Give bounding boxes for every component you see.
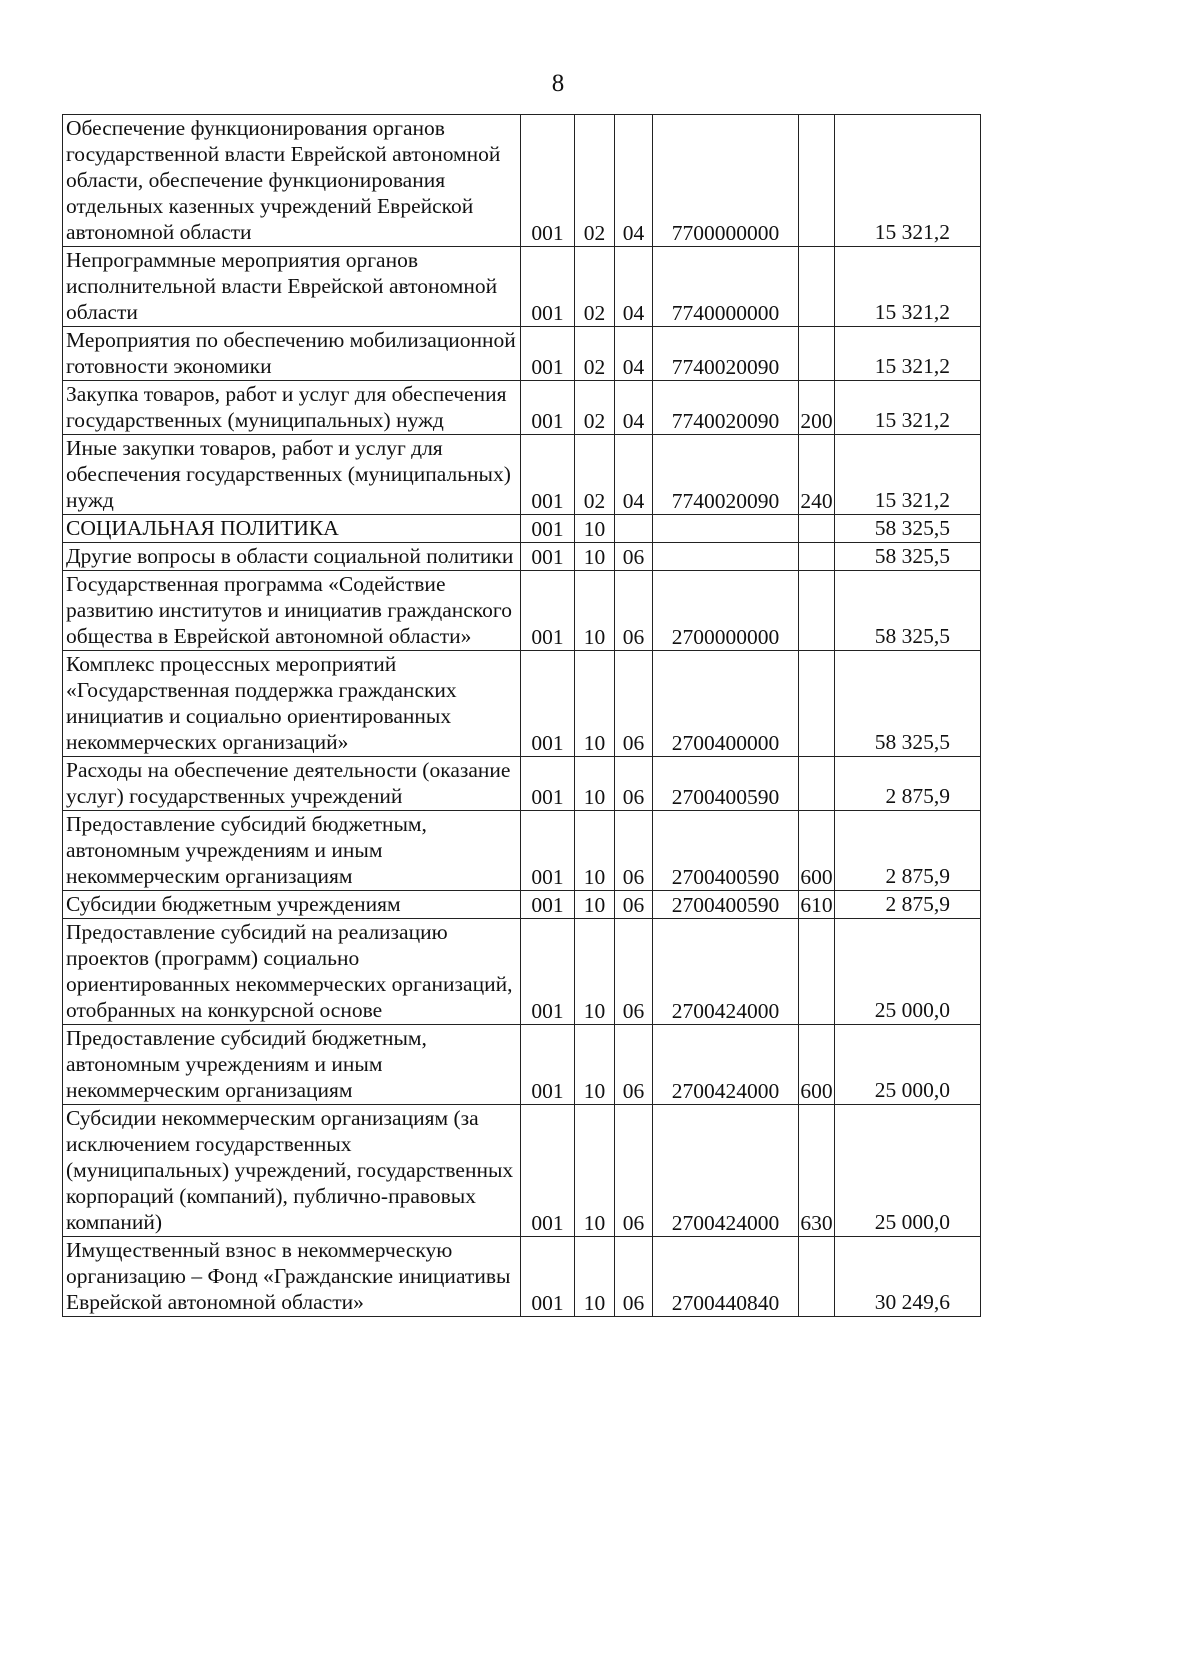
section-code-cell: 10	[575, 571, 615, 651]
amount-cell: 2 875,9	[835, 757, 981, 811]
amount-cell: 30 249,6	[835, 1237, 981, 1317]
expense-type-cell	[799, 543, 835, 571]
section-code-cell: 02	[575, 247, 615, 327]
amount-cell: 58 325,5	[835, 571, 981, 651]
section-code-cell: 10	[575, 1105, 615, 1237]
subsection-code-cell: 06	[615, 811, 653, 891]
table-row	[63, 247, 981, 327]
subsection-code-cell: 06	[615, 543, 653, 571]
admin-code-cell: 001	[521, 115, 575, 247]
amount-cell: 15 321,2	[835, 435, 981, 515]
target-code-cell: 2700400590	[653, 811, 799, 891]
target-code-cell: 7740020090	[653, 381, 799, 435]
budget-table	[62, 114, 981, 1317]
row-name-cell: Субсидии некоммерческим организациям (за исключением государственных (муниципальных) учреждений, государственных корпораций (компаний), публично-правовых компаний)	[63, 1105, 521, 1237]
expense-type-cell: 240	[799, 435, 835, 515]
page-number: 8	[551, 70, 565, 97]
table-row	[63, 327, 981, 381]
subsection-code-cell: 04	[615, 247, 653, 327]
expense-type-cell	[799, 919, 835, 1025]
section-code-cell: 10	[575, 515, 615, 543]
target-code-cell: 7740020090	[653, 435, 799, 515]
admin-code-cell: 001	[521, 1105, 575, 1237]
target-code-cell	[653, 515, 799, 543]
expense-type-cell	[799, 1237, 835, 1317]
subsection-code-cell: 04	[615, 435, 653, 515]
expense-type-cell	[799, 115, 835, 247]
table-row	[63, 381, 981, 435]
expense-type-cell	[799, 247, 835, 327]
admin-code-cell: 001	[521, 381, 575, 435]
section-code-cell: 10	[575, 1025, 615, 1105]
admin-code-cell: 001	[521, 571, 575, 651]
amount-cell: 15 321,2	[835, 381, 981, 435]
table-row	[63, 651, 981, 757]
amount-cell: 25 000,0	[835, 1105, 981, 1237]
subsection-code-cell: 06	[615, 919, 653, 1025]
expense-type-cell: 200	[799, 381, 835, 435]
row-name-cell: Субсидии бюджетным учреждениям	[63, 891, 521, 919]
expense-type-cell: 600	[799, 1025, 835, 1105]
table-row	[63, 919, 981, 1025]
table-row	[63, 571, 981, 651]
amount-cell: 2 875,9	[835, 811, 981, 891]
subsection-code-cell: 06	[615, 1105, 653, 1237]
expense-type-cell	[799, 327, 835, 381]
row-name-cell: Расходы на обеспечение деятельности (оказание услуг) государственных учреждений	[63, 757, 521, 811]
section-code-cell: 10	[575, 543, 615, 571]
amount-cell: 15 321,2	[835, 115, 981, 247]
admin-code-cell: 001	[521, 543, 575, 571]
target-code-cell: 7740000000	[653, 247, 799, 327]
admin-code-cell: 001	[521, 891, 575, 919]
admin-code-cell: 001	[521, 247, 575, 327]
target-code-cell: 2700400590	[653, 891, 799, 919]
section-code-cell: 02	[575, 115, 615, 247]
admin-code-cell: 001	[521, 327, 575, 381]
row-name-cell: Комплекс процессных мероприятий «Государственная поддержка гражданских инициатив и социально ориентированных некоммерческих организаций»	[63, 651, 521, 757]
expense-type-cell: 600	[799, 811, 835, 891]
table-row	[63, 1025, 981, 1105]
admin-code-cell: 001	[521, 1025, 575, 1105]
admin-code-cell: 001	[521, 515, 575, 543]
subsection-code-cell: 04	[615, 381, 653, 435]
target-code-cell: 2700424000	[653, 919, 799, 1025]
expense-type-cell	[799, 571, 835, 651]
section-code-cell: 10	[575, 919, 615, 1025]
target-code-cell: 2700400590	[653, 757, 799, 811]
admin-code-cell: 001	[521, 919, 575, 1025]
expense-type-cell: 610	[799, 891, 835, 919]
expense-type-cell	[799, 757, 835, 811]
table-body	[63, 115, 981, 1317]
subsection-code-cell: 06	[615, 891, 653, 919]
table-row	[63, 515, 981, 543]
subsection-code-cell	[615, 515, 653, 543]
subsection-code-cell: 06	[615, 651, 653, 757]
table-row	[63, 811, 981, 891]
amount-cell: 25 000,0	[835, 1025, 981, 1105]
amount-cell: 2 875,9	[835, 891, 981, 919]
subsection-code-cell: 04	[615, 115, 653, 247]
row-name-cell: Государственная программа «Содействие развитию институтов и инициатив гражданского общества в Еврейской автономной области»	[63, 571, 521, 651]
admin-code-cell: 001	[521, 1237, 575, 1317]
section-code-cell: 10	[575, 757, 615, 811]
subsection-code-cell: 04	[615, 327, 653, 381]
section-code-cell: 02	[575, 327, 615, 381]
table-row	[63, 891, 981, 919]
amount-cell: 15 321,2	[835, 247, 981, 327]
table-row	[63, 1237, 981, 1317]
row-name-cell: Имущественный взнос в некоммерческую организацию – Фонд «Гражданские инициативы Еврейской автономной области»	[63, 1237, 521, 1317]
row-name-cell: Другие вопросы в области социальной политики	[63, 543, 521, 571]
table-row	[63, 115, 981, 247]
table-row	[63, 435, 981, 515]
row-name-cell: Непрограммные мероприятия органов исполнительной власти Еврейской автономной области	[63, 247, 521, 327]
expense-type-cell	[799, 651, 835, 757]
admin-code-cell: 001	[521, 435, 575, 515]
expense-type-cell	[799, 515, 835, 543]
section-code-cell: 10	[575, 651, 615, 757]
table-row	[63, 757, 981, 811]
section-code-cell: 10	[575, 891, 615, 919]
row-name-cell: Мероприятия по обеспечению мобилизационной готовности экономики	[63, 327, 521, 381]
row-name-cell: Закупка товаров, работ и услуг для обеспечения государственных (муниципальных) нужд	[63, 381, 521, 435]
amount-cell: 15 321,2	[835, 327, 981, 381]
subsection-code-cell: 06	[615, 571, 653, 651]
row-name-cell: Предоставление субсидий на реализацию проектов (программ) социально ориентированных некоммерческих организаций, отобранных на конкурсной основе	[63, 919, 521, 1025]
row-name-cell: Предоставление субсидий бюджетным, автономным учреждениям и иным некоммерческим организациям	[63, 1025, 521, 1105]
row-name-cell: Обеспечение функционирования органов государственной власти Еврейской автономной области, обеспечение функционирования отдельных казенных учреждений Еврейской автономной области	[63, 115, 521, 247]
target-code-cell: 2700400000	[653, 651, 799, 757]
subsection-code-cell: 06	[615, 757, 653, 811]
admin-code-cell: 001	[521, 757, 575, 811]
amount-cell: 58 325,5	[835, 543, 981, 571]
subsection-code-cell: 06	[615, 1237, 653, 1317]
row-name-cell: СОЦИАЛЬНАЯ ПОЛИТИКА	[63, 515, 521, 543]
expense-type-cell: 630	[799, 1105, 835, 1237]
row-name-cell: Предоставление субсидий бюджетным, автономным учреждениям и иным некоммерческим организациям	[63, 811, 521, 891]
section-code-cell: 02	[575, 381, 615, 435]
amount-cell: 58 325,5	[835, 651, 981, 757]
table-row	[63, 543, 981, 571]
section-code-cell: 02	[575, 435, 615, 515]
admin-code-cell: 001	[521, 811, 575, 891]
target-code-cell: 7740020090	[653, 327, 799, 381]
target-code-cell: 2700440840	[653, 1237, 799, 1317]
target-code-cell: 2700000000	[653, 571, 799, 651]
section-code-cell: 10	[575, 811, 615, 891]
target-code-cell: 2700424000	[653, 1105, 799, 1237]
subsection-code-cell: 06	[615, 1025, 653, 1105]
table-row	[63, 1105, 981, 1237]
row-name-cell: Иные закупки товаров, работ и услуг для обеспечения государственных (муниципальных) нужд	[63, 435, 521, 515]
target-code-cell: 2700424000	[653, 1025, 799, 1105]
admin-code-cell: 001	[521, 651, 575, 757]
amount-cell: 25 000,0	[835, 919, 981, 1025]
amount-cell: 58 325,5	[835, 515, 981, 543]
target-code-cell	[653, 543, 799, 571]
section-code-cell: 10	[575, 1237, 615, 1317]
target-code-cell: 7700000000	[653, 115, 799, 247]
